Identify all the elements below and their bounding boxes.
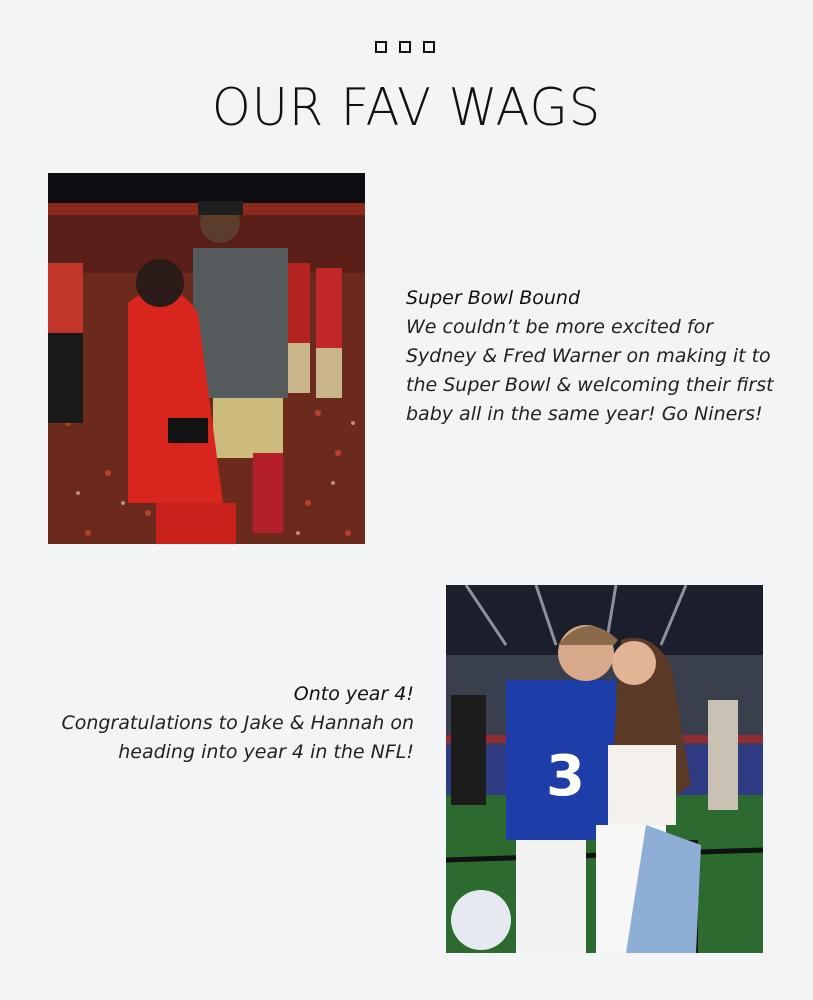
feature-caption-super-bowl [406,284,776,429]
three-squares-icon [375,41,435,53]
square-icon [423,41,435,53]
feature-body: Congratulations to Jake & Hannah on heading into year 4 in the NFL! [61,712,414,763]
photo-illustration [446,585,763,953]
feature-photo-year-four[interactable] [446,585,763,953]
feature-heading: Super Bowl Bound [406,287,581,309]
feature-heading: Onto year 4! [293,683,414,705]
square-icon [399,41,411,53]
page-title: OUR FAV WAGS [211,78,602,138]
photo-illustration [48,173,365,544]
svg-text:3: 3 [546,744,585,809]
feature-caption-year-four [60,680,414,767]
square-icon [375,41,387,53]
feature-photo-super-bowl[interactable] [48,173,365,544]
feature-body: We couldn’t be more excited for Sydney & Fred Warner on making it to the Super Bowl & welcoming their first baby all in the same year! Go Niners! [406,316,774,425]
